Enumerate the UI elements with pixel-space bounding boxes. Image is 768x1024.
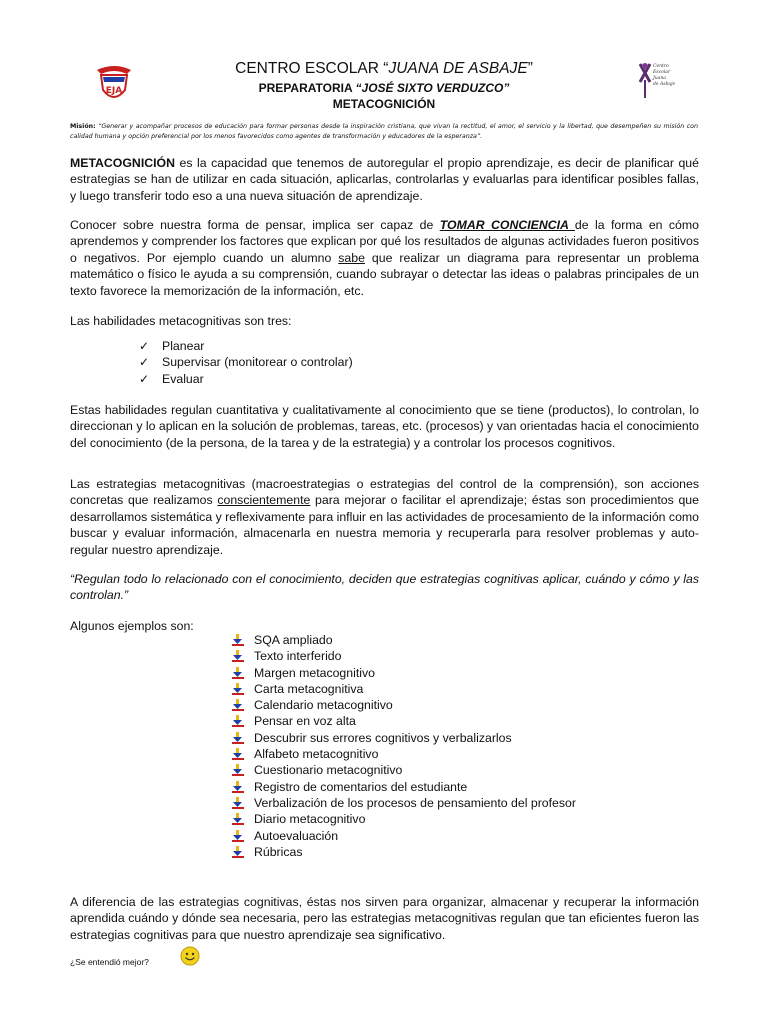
- bullet-arrow-icon: [231, 683, 245, 695]
- bullet-arrow-icon: [231, 830, 245, 842]
- paragraph-strategies: [70, 476, 699, 558]
- checkmark-icon: ✓: [139, 339, 150, 353]
- bullet-arrow-icon: [231, 715, 245, 727]
- example-label: SQA ampliado: [254, 633, 333, 647]
- awareness-text-3: que realizar un diagrama para representar un problema matemático o físico le ayuda a su comprensión, cuando subrayar o detectar las ideas o palabras principales de un texto favorece la memorización de la información, etc.: [70, 250, 699, 298]
- paragraph-examples-intro: Algunos ejemplos son:: [70, 619, 194, 633]
- example-label: Diario metacognitivo: [254, 812, 366, 827]
- paragraph-definition: [70, 155, 699, 204]
- list-item: [231, 648, 576, 664]
- list-item: [231, 632, 576, 648]
- mission-label: Misión:: [70, 123, 96, 130]
- strategies-underlined-word: conscientemente: [217, 493, 311, 508]
- list-item: [139, 354, 353, 370]
- list-item: [139, 338, 353, 354]
- example-label: Margen metacognitivo: [254, 665, 375, 680]
- subject-title: METACOGNICIÓN: [332, 97, 436, 111]
- bullet-arrow-icon: [231, 667, 245, 679]
- school-title-prefix: CENTRO ESCOLAR “: [235, 60, 389, 77]
- list-item: [231, 811, 576, 827]
- closing-question: ¿Se entendió mejor?: [70, 957, 149, 967]
- checkmark-icon: ✓: [139, 371, 150, 386]
- checkmark-icon: ✓: [139, 355, 150, 370]
- logo-right-line-2: Escolar: [653, 70, 671, 75]
- logo-right-line-1: Centro: [653, 64, 669, 69]
- example-label: Verbalización de los procesos de pensamiento del profesor: [254, 795, 576, 810]
- example-label: Carta metacognitiva: [254, 681, 364, 696]
- bullet-arrow-icon: [231, 813, 245, 825]
- school-title: [0, 60, 768, 78]
- awareness-emphasis: TOMAR CONCIENCIA: [439, 218, 575, 232]
- school-title-name: JUANA DE ASBAJE: [388, 60, 528, 77]
- logo-right-line-4: de Asbaje: [653, 82, 676, 87]
- skill-label: Evaluar: [162, 371, 204, 386]
- list-item: [231, 828, 576, 844]
- logo-left-text: EJA: [105, 86, 123, 96]
- definition-text: es la capacidad que tenemos de autoregular el propio aprendizaje, es decir de planificar qué estrategias se han de utilizar en cada situación, aplicarlas, controlarlas y evaluarlas para identificar posibles fallas, y luego transferir todo eso a una nueva situación de aprendizaje.: [70, 156, 699, 203]
- paragraph-skills-regulate: Estas habilidades regulan cuantitativa y cualitativamente al conocimiento que se tiene (productos), lo controlan, lo direccionan y lo aplican en la solución de problemas, tareas, etc. (procesos) y van orientadas hacia el conocimiento del conocimiento (de la persona, de la tarea y de la estrategia) y a controlar los procesos cognitivos.: [70, 403, 699, 450]
- definition-term: METACOGNICIÓN: [70, 156, 175, 170]
- list-item: [231, 713, 576, 729]
- skills-list: [139, 338, 353, 387]
- example-label: Alfabeto metacognitivo: [254, 747, 379, 762]
- paragraph-difference: A diferencia de las estrategias cognitivas, éstas nos sirven para organizar, almacenar y recuperar la información aprendida cuándo y dónde sea necesaria, pero las estrategias metacognitivas regulan que tan eficientes fueron las estrategias cognitivas para que nuestro aprendizaje sea significativo.: [70, 895, 699, 942]
- quote: “Regulan todo lo relacionado con el conocimiento, deciden que estrategias cognitivas aplicar, cuándo y cómo y las controlan.”: [70, 572, 699, 603]
- list-item: [231, 697, 576, 713]
- example-label: Pensar en voz alta: [254, 714, 356, 729]
- awareness-text-1: Conocer sobre nuestra forma de pensar, implica ser capaz de: [70, 218, 440, 232]
- list-item: [231, 681, 576, 697]
- list-item: [231, 730, 576, 746]
- prep-title-prefix: PREPARATORIA: [258, 81, 356, 95]
- list-item: [231, 779, 576, 795]
- mission-text: “Generar y acompañar procesos de educación para formar personas desde la inspiración cristiana, que vivan la rectitud, el amor, el servicio y la libertad, que desempeñen su misión con calidad humana y opción preferencial por los menos favorecidos como agentes de transformación y educadores de la esperanza”.: [70, 123, 698, 140]
- list-item: [231, 844, 576, 860]
- paragraph-awareness: [70, 217, 699, 299]
- example-label: Calendario metacognitivo: [254, 698, 393, 713]
- skill-label: Supervisar (monitorear o controlar): [162, 355, 353, 370]
- school-title-suffix: ”: [527, 60, 533, 77]
- list-item: [139, 371, 353, 387]
- example-label: Cuestionario metacognitivo: [254, 763, 403, 778]
- example-label: Registro de comentarios del estudiante: [254, 779, 468, 794]
- example-label: Autoevaluación: [254, 828, 339, 843]
- example-label: Rúbricas: [254, 844, 303, 859]
- logo-right-line-3: Juana: [653, 76, 666, 81]
- skill-label: Planear: [162, 339, 205, 353]
- bullet-arrow-icon: [231, 634, 245, 646]
- list-item: [231, 762, 576, 778]
- mission-statement: [70, 122, 698, 142]
- strategies-text-1: Las estrategias metacognitivas (macroestrategias o estrategias del control de la comprensión), son acciones concretas que realizamos: [70, 477, 699, 508]
- smiley-icon: [180, 946, 200, 966]
- bullet-arrow-icon: [231, 846, 245, 858]
- bullet-arrow-icon: [231, 732, 245, 744]
- awareness-text-2: de la forma en cómo aprendemos y comprender los factores que explican por qué los resultados de algunas actividades fueron positivos o negativos. Por ejemplo cuando un alumno: [70, 218, 699, 265]
- awareness-underlined-word: sabe: [338, 250, 365, 265]
- list-item: [231, 746, 576, 762]
- list-item: [231, 795, 576, 811]
- bullet-arrow-icon: [231, 699, 245, 711]
- list-item: [231, 665, 576, 681]
- bullet-arrow-icon: [231, 781, 245, 793]
- bullet-arrow-icon: [231, 650, 245, 662]
- prep-title-name: “JOSÉ SIXTO VERDUZCO”: [355, 81, 510, 95]
- paragraph-skills-intro: Las habilidades metacognitivas son tres:: [70, 314, 292, 328]
- prep-title: [0, 81, 768, 95]
- example-label: Descubrir sus errores cognitivos y verbalizarlos: [254, 730, 512, 745]
- examples-list: [231, 632, 576, 860]
- bullet-arrow-icon: [231, 748, 245, 760]
- strategies-text-2: para mejorar o facilitar el aprendizaje; éstas son procedimientos que desarrollamos sistemática y reflexivamente para influir en las actividades de procesamiento de la información como buscar y evaluar información, almacenarla en nuestra memoria y recuperarla para resolver problemas y auto-regular nuestro aprendizaje.: [70, 493, 699, 557]
- bullet-arrow-icon: [231, 764, 245, 776]
- example-label: Texto interferido: [254, 649, 342, 664]
- bullet-arrow-icon: [231, 797, 245, 809]
